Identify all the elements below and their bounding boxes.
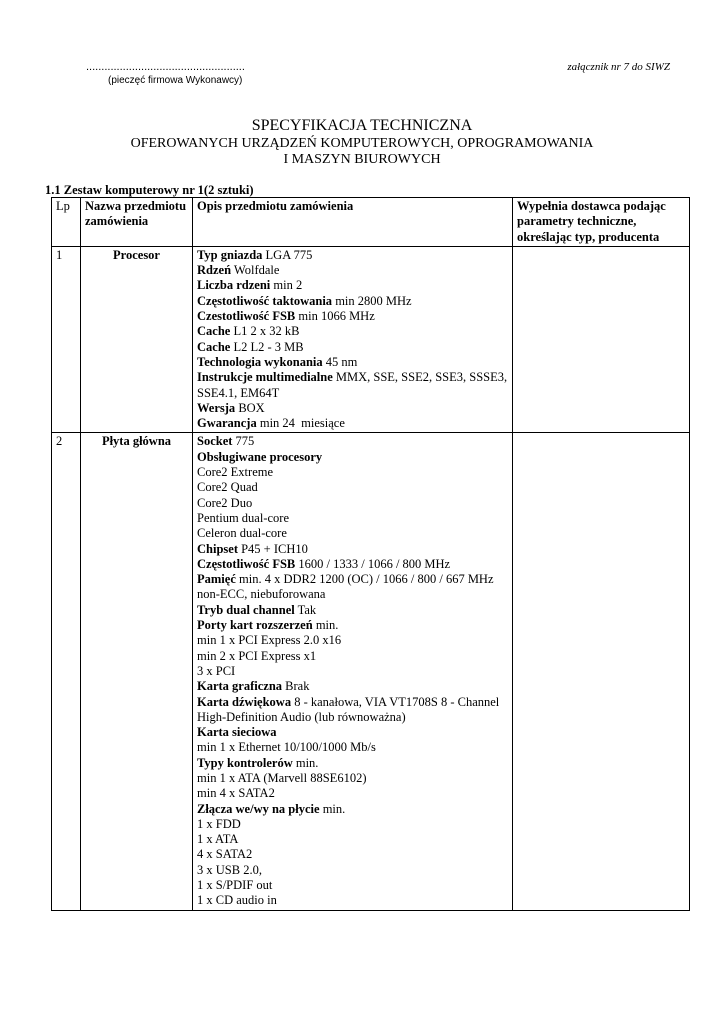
spec-value: Celeron dual-core [197,526,287,541]
spec-line [197,511,508,526]
spec-line [197,248,508,263]
spec-line [197,340,508,355]
item-description [193,246,513,433]
annex-label: załącznik nr 7 do SIWZ [567,61,670,73]
table-row [52,246,690,433]
spec-value: min 2 x PCI Express x1 [197,648,317,663]
spec-line [197,324,508,339]
table-row [52,433,690,910]
spec-value: 1 x S/PDIF out [197,878,273,893]
spec-value: Core2 Quad [197,480,258,495]
spec-value: L2 L2 - 3 MB [230,339,304,354]
spec-key: Złącza we/wy na płycie [197,801,320,816]
spec-line [197,294,508,309]
spec-value: 3 x USB 2.0, [197,862,262,877]
spec-line [197,771,508,786]
spec-value: Pentium dual-core [197,510,289,525]
section-heading: 1.1 Zestaw komputerowy nr 1(2 sztuki) [45,183,254,197]
spec-value: MMX, SSE, SSE2, SSE3, SSSE3, SSE4.1, EM64T [197,370,511,400]
spec-value: min 1 x PCI Express 2.0 x16 [197,633,342,648]
spec-key: Karta sieciowa [197,725,277,740]
spec-line [197,450,508,465]
spec-line [197,434,508,449]
spec-line [197,309,508,324]
spec-line [197,725,508,740]
spec-line [197,756,508,771]
spec-key: Instrukcje multimedialne [197,370,333,385]
spec-key: Liczba rdzeni [197,278,271,293]
spec-key: Socket [197,434,233,449]
spec-value: min 1 x ATA (Marvell 88SE6102) [197,770,367,785]
spec-value: P45 + ICH10 [237,541,308,556]
spec-line [197,416,508,431]
spec-line [197,465,508,480]
spec-value: 1 x ATA [197,832,239,847]
spec-line [197,557,508,572]
stamp-dotted-line: .................................................... [86,61,245,73]
spec-value: min. 4 x DDR2 1200 (OC) / 1066 / 800 / 667 MHz [235,572,494,587]
spec-value: 3 x PCI [197,663,236,678]
title-line-2: OFEROWANYCH URZĄDZEŃ KOMPUTEROWYCH, OPROGRAMOWANIA [130,136,594,151]
spec-key: Pamięć [197,572,236,587]
spec-line [197,817,508,832]
spec-value: min 24 miesiące [256,416,345,431]
spec-key: Karta dźwiękowa [197,694,292,709]
spec-line [197,572,508,587]
spec-line [197,496,508,511]
spec-line [197,263,508,278]
spec-line [197,679,508,694]
header-vendor: Wypełnia dostawca podając parametry techniczne, określając typ, producenta [513,198,690,247]
spec-key: Częstotliwość taktowania [197,293,333,308]
spec-line [197,526,508,541]
spec-line [197,832,508,847]
spec-line [197,370,511,401]
spec-value: 45 nm [322,354,358,369]
spec-value: min 4 x SATA2 [197,786,275,801]
spec-key: Gwarancja [197,416,257,431]
spec-value: min 1066 MHz [295,309,375,324]
spec-line [197,401,508,416]
spec-line [197,278,508,293]
spec-line [197,695,508,726]
spec-value: 4 x SATA2 [197,847,253,862]
spec-value: min 2 [270,278,303,293]
spec-line [197,802,508,817]
item-description [193,433,513,910]
spec-key: Typ gniazda [197,247,263,262]
company-stamp-area [86,61,245,86]
spec-key: Wersja [197,400,236,415]
spec-key: Cache [197,339,231,354]
spec-key: Częstotliwość FSB [197,556,296,571]
document-title [0,116,724,168]
spec-line [197,618,508,633]
item-name: Procesor [81,246,193,433]
spec-value: L1 2 x 32 kB [230,324,300,339]
spec-key: Cache [197,324,231,339]
spec-line [197,649,508,664]
title-line-1: SPECYFIKACJA TECHNICZNA [251,117,473,134]
spec-value: 1600 / 1333 / 1066 / 800 MHz [295,556,451,571]
spec-line [197,740,508,755]
spec-value: 1 x CD audio in [197,893,277,908]
vendor-input-cell [513,246,690,433]
spec-value: LGA 775 [262,247,313,262]
spec-value: min 2800 MHz [332,293,412,308]
header-name: Nazwa przedmiotu zamówienia [81,198,193,247]
spec-line [197,480,508,495]
stamp-caption: (pieczęć firmowa Wykonawcy) [108,75,243,86]
spec-value: 8 - kanałowa, VIA VT1708S 8 - Channel High-Definition Audio (lub równoważna) [197,694,503,724]
spec-value: min. [292,755,319,770]
spec-value: Wolfdale [231,263,280,278]
row-number: 2 [52,433,81,910]
spec-line [197,786,508,801]
spec-line [197,863,508,878]
spec-table [51,197,690,911]
spec-value: min. [312,618,339,633]
row-number: 1 [52,246,81,433]
spec-value: Tak [294,602,317,617]
spec-line [197,542,508,557]
spec-key: Typy kontrolerów [197,755,293,770]
spec-line [197,664,508,679]
spec-key: Rdzeń [197,263,232,278]
spec-value: BOX [235,400,265,415]
spec-line [197,355,508,370]
spec-key: Obsługiwane procesory [197,449,323,464]
table-header-row [52,198,690,247]
item-name: Płyta główna [81,433,193,910]
header-lp: Lp [52,198,81,247]
spec-line [197,878,508,893]
spec-value: Core2 Duo [197,495,253,510]
spec-value: non-ECC, niebuforowana [197,587,326,602]
spec-key: Karta graficzna [197,679,283,694]
spec-key: Porty kart rozszerzeń [197,618,313,633]
spec-key: Czestotliwość FSB [197,309,296,324]
spec-key: Technologia wykonania [197,354,323,369]
header-description: Opis przedmiotu zamówienia [193,198,513,247]
spec-value: 775 [232,434,255,449]
spec-value: min. [319,801,346,816]
spec-line [197,633,508,648]
spec-value: min 1 x Ethernet 10/100/1000 Mb/s [197,740,376,755]
spec-line [197,893,508,908]
spec-line [197,847,508,862]
spec-key: Chipset [197,541,238,556]
spec-value: 1 x FDD [197,816,241,831]
vendor-input-cell [513,433,690,910]
spec-key: Tryb dual channel [197,602,295,617]
spec-line [197,603,508,618]
title-line-3: I MASZYN BIUROWYCH [283,152,441,167]
spec-value: Core2 Extreme [197,465,274,480]
spec-value: Brak [282,679,310,694]
spec-line [197,587,508,602]
